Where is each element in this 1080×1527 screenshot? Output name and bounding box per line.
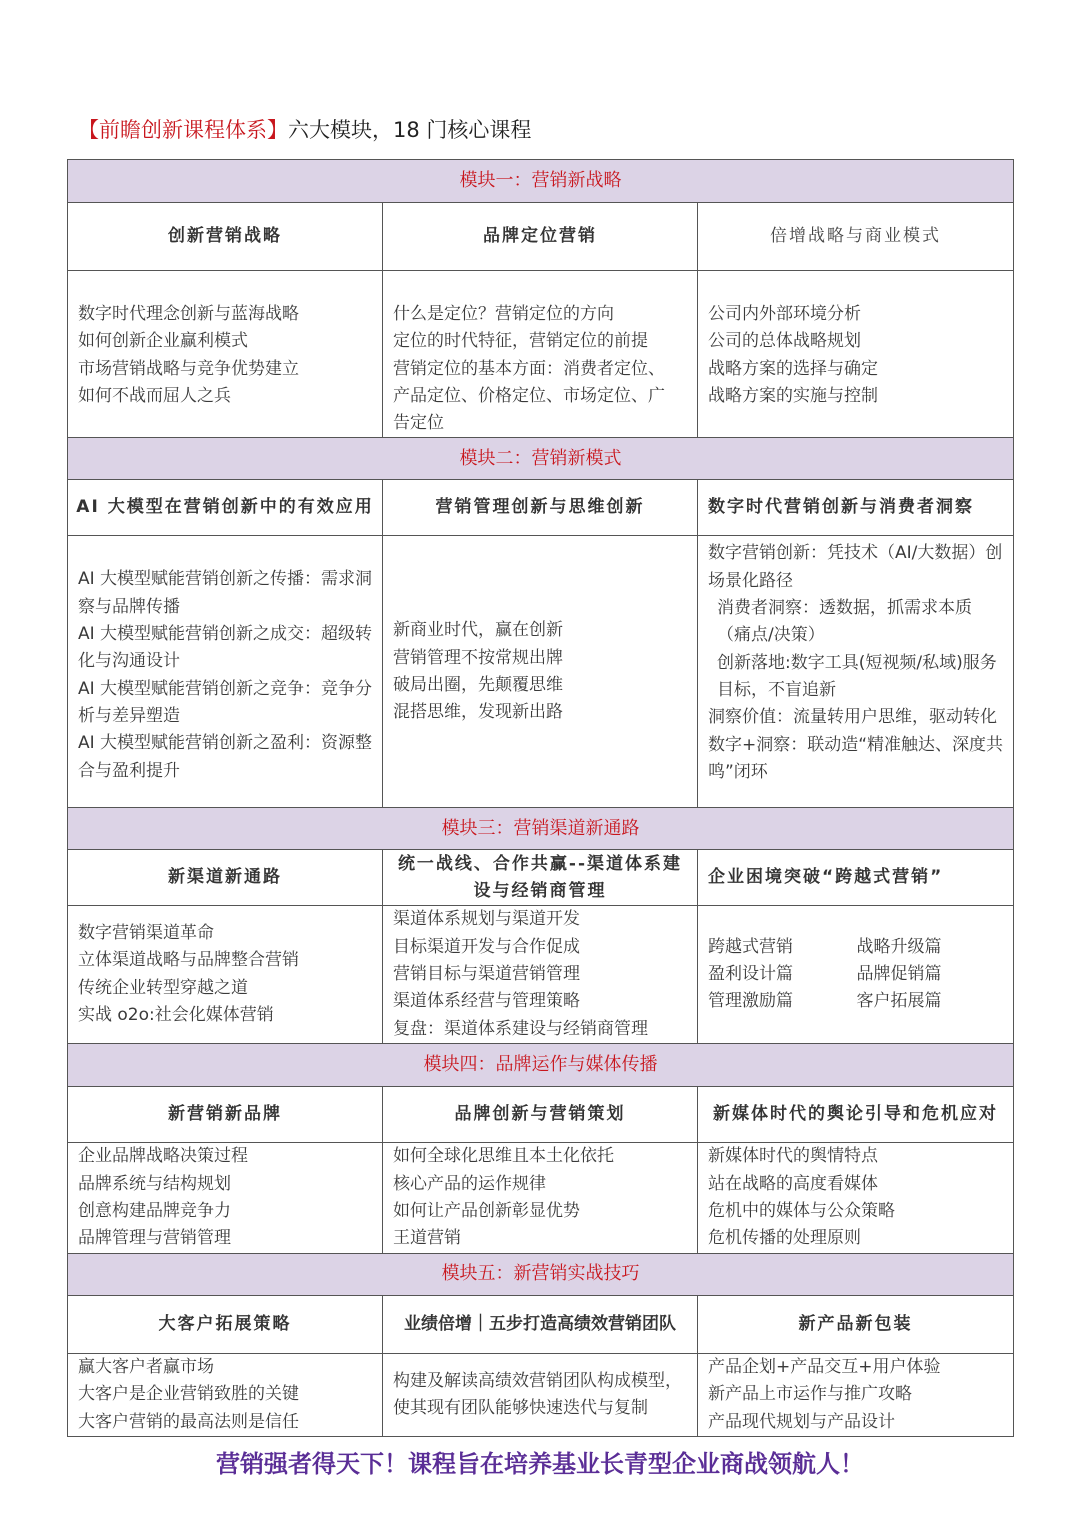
course-title: 营销管理创新与思维创新: [383, 480, 698, 536]
course-title: 企业困境突破“跨越式营销”: [698, 850, 1014, 906]
module-band: 模块二：营销新模式: [68, 438, 1014, 480]
course-title: AI 大模型在营销创新中的有效应用: [68, 480, 383, 536]
course-title: 品牌创新与营销策划: [383, 1086, 698, 1142]
course-topics: 数字时代理念创新与蓝海战略 如何创新企业赢利模式 市场营销战略与竞争优势建立 如何不战而屈人之兵: [68, 271, 383, 438]
course-title: 统一战线、合作共赢--渠道体系建设与经销商管理: [383, 850, 698, 906]
course-topics: 渠道体系规划与渠道开发 目标渠道开发与合作促成 营销目标与渠道营销管理 渠道体系经营与管理策略 复盘：渠道体系建设与经销商管理: [383, 906, 698, 1043]
course-topics: 公司内外部环境分析 公司的总体战略规划 战略方案的选择与确定 战略方案的实施与控制: [698, 271, 1014, 438]
course-topics: 跨越式营销 盈利设计篇 管理激励篇 战略升级篇 品牌促销篇 客户拓展篇: [698, 906, 1014, 1043]
course-topics: 企业品牌战略决策过程 品牌系统与结构规划 创意构建品牌竞争力 品牌管理与营销管理: [68, 1142, 383, 1253]
course-topics: 新商业时代，赢在创新 营销管理不按常规出牌 破局出圈，先颠覆思维 混搭思维，发现新出路: [383, 536, 698, 808]
course-title: 数字时代营销创新与消费者洞察: [698, 480, 1014, 536]
course-topics: 构建及解读高绩效营销团队构成模型，使其现有团队能够快速迭代与复制: [383, 1353, 698, 1436]
course-title: 倍增战略与商业模式: [698, 203, 1014, 271]
course-title: 创新营销战略: [68, 203, 383, 271]
course-topics: 数字营销渠道革命 立体渠道战略与品牌整合营销 传统企业转型穿越之道 实战 o2o:社会化媒体营销: [68, 906, 383, 1043]
course-title: 业绩倍增｜五步打造高绩效营销团队: [383, 1295, 698, 1353]
course-table: [67, 159, 1014, 1437]
footer-slogan: 营销强者得天下！课程旨在培养基业长青型企业商战领航人！: [216, 1450, 864, 1478]
course-topics: AI 大模型赋能营销创新之传播：需求洞察与品牌传播 AI 大模型赋能营销创新之成交：超级转化与沟通设计 AI 大模型赋能营销创新之竞争：竞争分析与差异塑造 AI 大模型赋能营销创新之盈利：资源整合与盈利提升: [68, 536, 383, 808]
course-topics: 赢大客户者赢市场 大客户是企业营销致胜的关键 大客户营销的最高法则是信任: [68, 1353, 383, 1436]
title-text: 六大模块，18 门核心课程: [288, 118, 532, 142]
module-band: 模块一：营销新战略: [68, 160, 1014, 203]
module-band: 模块四：品牌运作与媒体传播: [68, 1043, 1014, 1086]
module-band: 模块五：新营销实战技巧: [68, 1253, 1014, 1295]
page-title: [78, 114, 531, 146]
course-topics: 什么是定位？营销定位的方向 定位的时代特征，营销定位的前提 营销定位的基本方面：消费者定位、 产品定位、价格定位、市场定位、广 告定位: [383, 271, 698, 438]
course-title: 大客户拓展策略: [68, 1295, 383, 1353]
title-bracket: 【前瞻创新课程体系】: [78, 118, 288, 142]
course-title: 品牌定位营销: [383, 203, 698, 271]
course-topics: 新媒体时代的舆情特点 站在战略的高度看媒体 危机中的媒体与公众策略 危机传播的处理原则: [698, 1142, 1014, 1253]
course-topics: 如何全球化思维且本土化依托 核心产品的运作规律 如何让产品创新彰显优势 王道营销: [383, 1142, 698, 1253]
course-title: 新渠道新通路: [68, 850, 383, 906]
course-title: 新媒体时代的舆论引导和危机应对: [698, 1086, 1014, 1142]
course-topics: 产品企划+产品交互+用户体验 新产品上市运作与推广攻略 产品现代规划与产品设计: [698, 1353, 1014, 1436]
course-title: 新营销新品牌: [68, 1086, 383, 1142]
course-topics: 数字营销创新：凭技术（AI/大数据）创场景化路径 消费者洞察：透数据，抓需求本质（痛点/决策） 创新落地:数字工具(短视频/私域)服务目标，不盲追新 洞察价值：流量转用户思维，驱动转化 数字+洞察：联动造“精准触达、深度共鸣”闭环: [698, 536, 1014, 808]
course-title: 新产品新包装: [698, 1295, 1014, 1353]
module-band: 模块三：营销渠道新通路: [68, 808, 1014, 850]
